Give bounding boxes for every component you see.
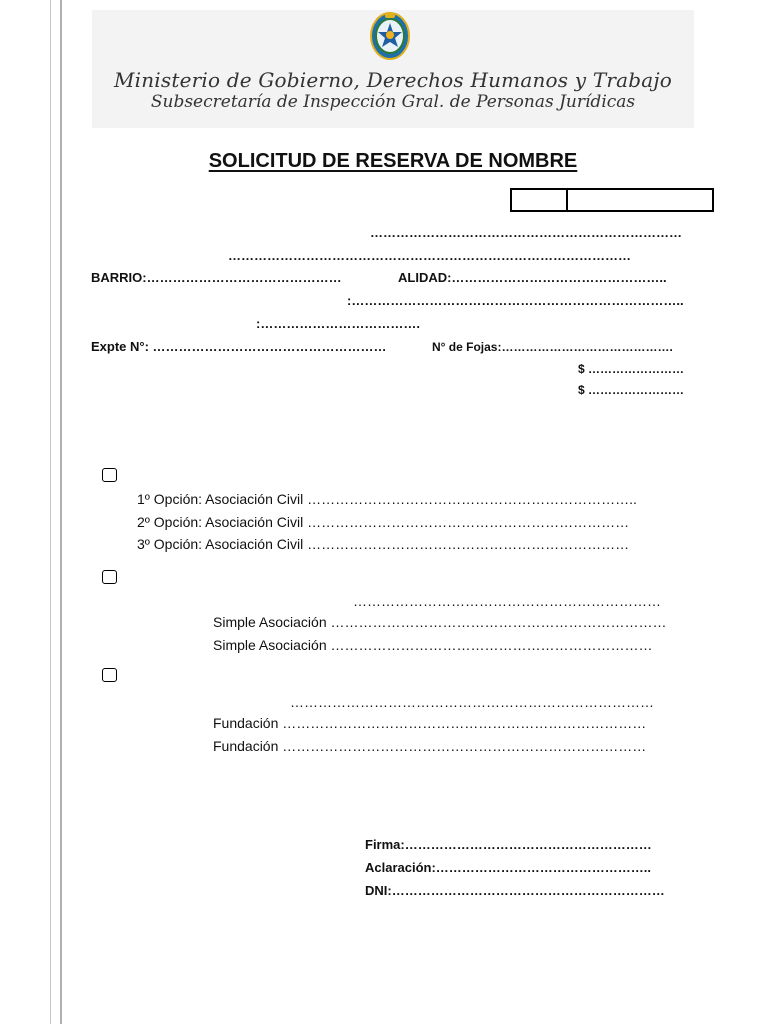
dni-field[interactable]: DNI:……………………………………………………… (365, 883, 665, 898)
expte-field[interactable]: Expte N°: ……………………………………………… (91, 339, 387, 354)
address-field[interactable]: ………………………………………………………………………………… (228, 248, 631, 263)
box-divider (566, 190, 568, 210)
amount-field[interactable]: $ …………………… (578, 362, 685, 376)
provincial-seal-icon (369, 11, 411, 61)
option-line[interactable]: ………………………………………………………… (353, 593, 661, 609)
reference-number-box[interactable] (510, 188, 714, 212)
option-line[interactable]: 2º Opción: Asociación Civil …………………………………………………………… (137, 514, 630, 530)
letterhead (92, 10, 694, 128)
option-line[interactable]: Simple Asociación ……………………………………………………………… (213, 614, 667, 630)
option-line[interactable]: Simple Asociación …………………………………………………………… (213, 637, 653, 653)
fojas-field[interactable]: N° de Fojas:……………………………………. (432, 340, 673, 354)
option-line[interactable]: …………………………………………………………………… (290, 694, 654, 710)
asociacion-civil-checkbox[interactable] (102, 468, 117, 482)
localidad-field[interactable]: ALIDAD:………………………………………….. (398, 270, 667, 285)
name-field[interactable]: ……………………………………………………………… (370, 225, 682, 240)
option-line[interactable]: 1º Opción: Asociación Civil …………………………………………………………….. (137, 491, 637, 507)
barrio-field[interactable]: BARRIO:……………………………………… (91, 270, 342, 285)
option-line[interactable]: 3º Opción: Asociación Civil …………………………………………………………… (137, 536, 630, 552)
amount-field[interactable]: $ …………………… (578, 383, 685, 397)
simple-asociacion-checkbox[interactable] (102, 570, 117, 584)
subsecretariat-name: Subsecretaría de Inspección Gral. de Personas Jurídicas (150, 92, 636, 112)
fundacion-checkbox[interactable] (102, 668, 117, 682)
ministry-name: Ministerio de Gobierno, Derechos Humanos y Trabajo (113, 68, 673, 92)
document-title: SOLICITUD DE RESERVA DE NOMBRE (208, 150, 578, 172)
phone-field[interactable]: :………………………………. (256, 316, 420, 331)
firma-field[interactable]: Firma:………………………………………………… (365, 837, 652, 852)
option-line[interactable]: Fundación …………………………………………………………………… (213, 715, 647, 731)
aclaracion-field[interactable]: Aclaración:………………………………………….. (365, 860, 652, 875)
option-line[interactable]: Fundación …………………………………………………………………… (213, 738, 647, 754)
contact-field[interactable]: :………………………………………………………………….. (347, 293, 684, 308)
